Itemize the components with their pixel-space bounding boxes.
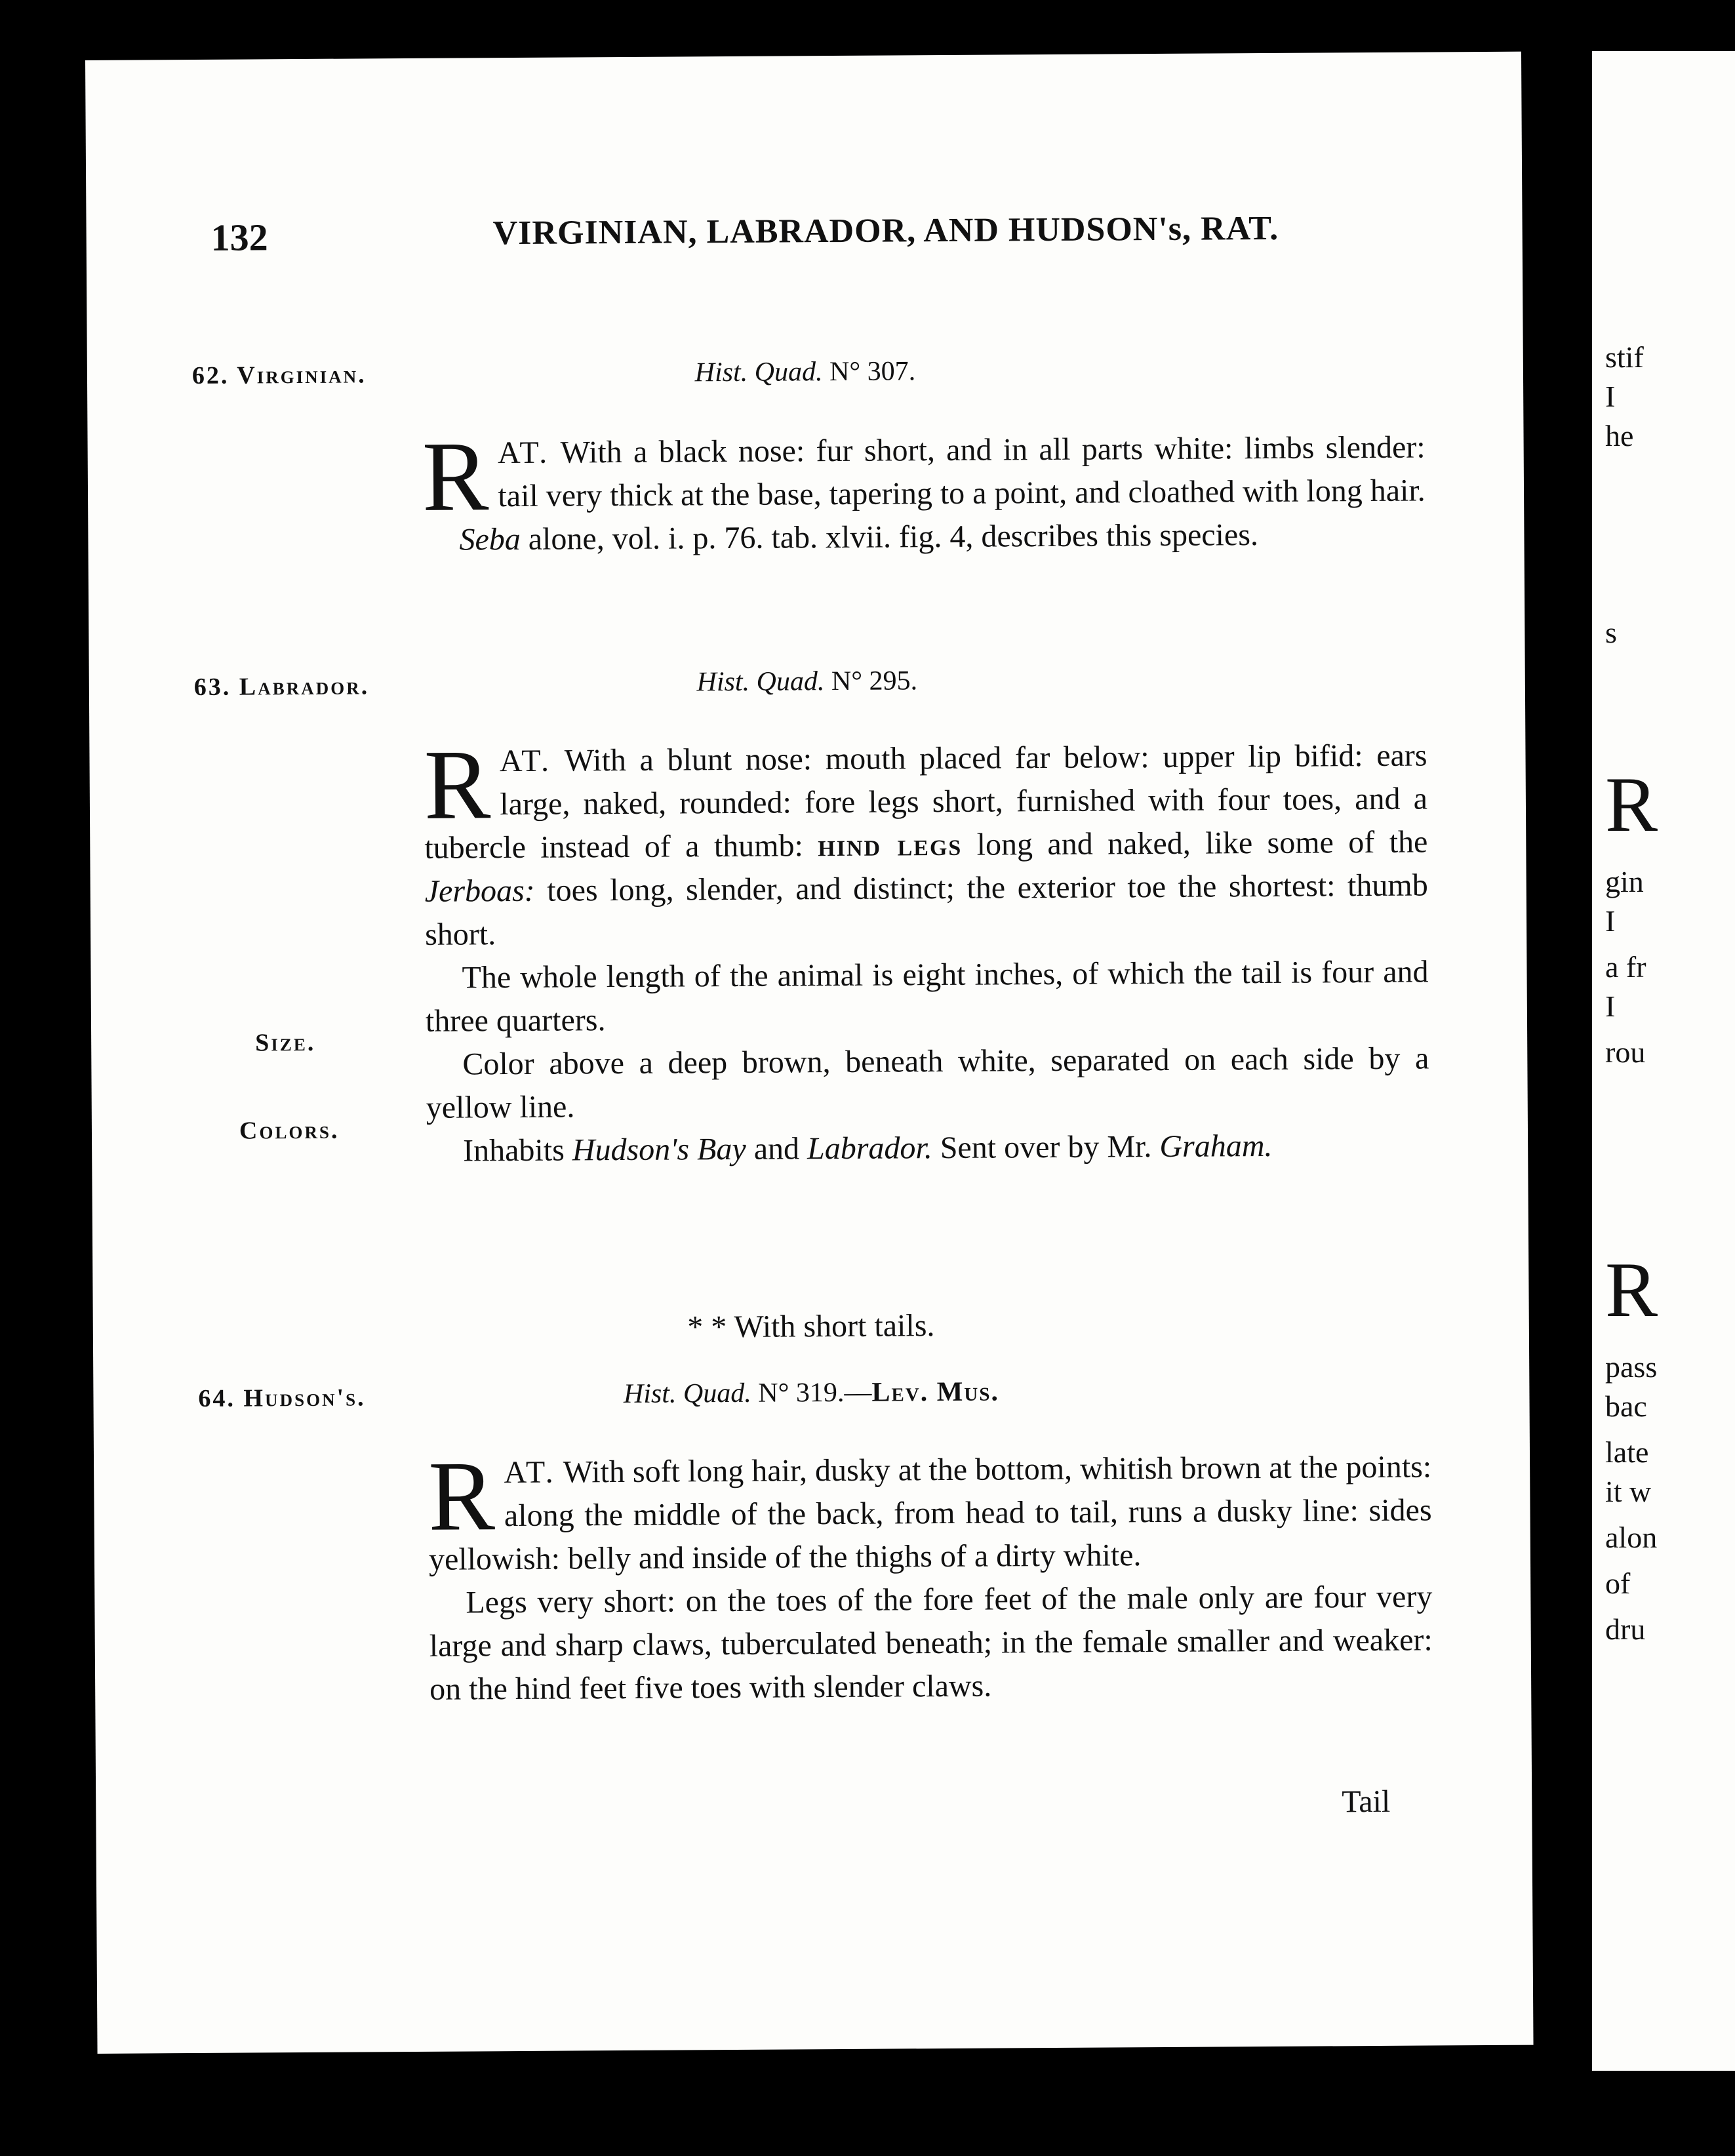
drop-cap: R (424, 729, 491, 840)
inhabits-text: Sent over by Mr. (940, 1129, 1152, 1166)
page-header (86, 208, 1522, 262)
reference-title: Hist. Quad. (623, 1378, 751, 1410)
description-text: With a blunt nose: mouth placed far below: upper lip bifid: ears large, naked, rounded: fore legs short, furnished with four toes, and a tubercle instead of a thumb: (424, 738, 1428, 866)
museum-abbrev: Lev. Mus. (871, 1376, 1000, 1408)
opening-word: AT. (499, 743, 552, 779)
colors-text: Color above a deep brown, beneath white, separated on each side by a yellow line. (426, 1041, 1429, 1125)
reference-title: Hist. Quad. (694, 357, 823, 388)
section-heading: * * With short tails. (687, 1308, 935, 1345)
facing-page-fragment: rou (1605, 1035, 1646, 1069)
description-text: With soft long hair, dusky at the bottom, whitish brown at the points: along the middle of the back, from head to tail, runs a dusky line: sides yellowish: belly and inside of the thighs of a dirty white. (428, 1449, 1432, 1577)
place-name: Labrador. (807, 1130, 932, 1167)
paragraph (422, 513, 1426, 562)
reference-virginian (87, 352, 1523, 392)
person-name: Graham. (1159, 1128, 1273, 1165)
small-caps-term: hind legs (818, 827, 963, 864)
size-text: The whole length of the animal is eight inches, of which the tail is four and three quarters. (425, 954, 1429, 1039)
drop-cap: R (428, 1441, 496, 1551)
facing-page-fragment: gin (1605, 865, 1644, 898)
facing-page-fragment: he (1605, 419, 1634, 452)
running-head: VIRGINIAN, LABRADOR, AND HUDSON's, RAT. (492, 209, 1279, 252)
entry-text-virginian (422, 421, 1426, 562)
facing-page-fragment: bac (1605, 1389, 1647, 1423)
reference-labrador (89, 662, 1525, 702)
facing-page-fragment: I (1605, 380, 1616, 413)
reference-number: N° 307. (829, 356, 916, 388)
description-text: Legs very short: on the toes of the fore feet of the male only are four very large and sharp claws, tuberculated beneath; in the female smaller and weaker: on the hind feet five toes with slender claws. (429, 1579, 1433, 1707)
paragraph (428, 1441, 1432, 1581)
inhabits-text: and (753, 1131, 800, 1167)
entry-text-hudsons (428, 1441, 1433, 1711)
facing-page-fragment: stif (1605, 340, 1644, 374)
opening-word: AT. (497, 435, 550, 471)
facing-page-fragment: R (1605, 761, 1658, 848)
paragraph-colors (426, 1037, 1429, 1130)
facing-page-fragment: R (1605, 1246, 1658, 1333)
reference-hudsons (93, 1373, 1529, 1413)
facing-page-fragment: dru (1605, 1612, 1646, 1646)
entry-text-labrador (424, 729, 1429, 1173)
margin-label-size: Size. (255, 1028, 316, 1057)
facing-page-fragment: pass (1605, 1350, 1658, 1384)
facing-page-fragment: it w (1605, 1475, 1652, 1508)
facing-page-fragment: s (1605, 616, 1617, 649)
facing-page-fragment: of (1605, 1567, 1631, 1600)
facing-page-fragment: I (1605, 989, 1616, 1023)
paragraph (424, 729, 1428, 957)
drop-cap: R (422, 421, 489, 532)
entry-label-virginian: 62. Virginian. (191, 361, 367, 390)
paragraph-size (425, 951, 1429, 1043)
facing-page-fragment: late (1605, 1435, 1649, 1469)
citation-text: alone, vol. i. p. 76. tab. xlvii. fig. 4, describes this species. (528, 517, 1259, 557)
facing-page-fragment: a fr (1605, 950, 1646, 984)
paragraph-inhabits (426, 1124, 1429, 1173)
reference-number: N° 295. (831, 666, 918, 697)
reference-title: Hist. Quad. (696, 666, 825, 698)
reference-number: N° 319.— (758, 1377, 872, 1408)
margin-label-colors: Colors. (239, 1116, 340, 1145)
genus-name: Jerboas: (424, 873, 535, 909)
page-number: 132 (210, 216, 268, 259)
entry-label-labrador: 63. Labrador. (193, 672, 370, 702)
entry-label-hudsons: 64. Hudson's. (198, 1384, 366, 1412)
book-page (85, 52, 1534, 2054)
inhabits-text: Inhabits (463, 1132, 565, 1168)
place-name: Hudson's Bay (572, 1131, 746, 1168)
catchword: Tail (1342, 1784, 1391, 1820)
author-name: Seba (459, 521, 521, 557)
facing-page-fragment: I (1605, 904, 1616, 938)
description-text: toes long, slender, and distinct; the exterior toe the shortest: thumb short. (424, 868, 1428, 952)
facing-page-edge (1592, 51, 1735, 2071)
opening-word: AT. (504, 1454, 556, 1490)
paragraph (429, 1575, 1433, 1711)
description-text: long and naked, like some of the (976, 824, 1428, 862)
description-text: With a black nose: fur short, and in all parts white: limbs slender: tail very thick at the base, tapering to a point, and cloathed with long hair. (498, 429, 1426, 514)
paragraph (422, 421, 1426, 532)
facing-page-fragment: alon (1605, 1521, 1658, 1554)
